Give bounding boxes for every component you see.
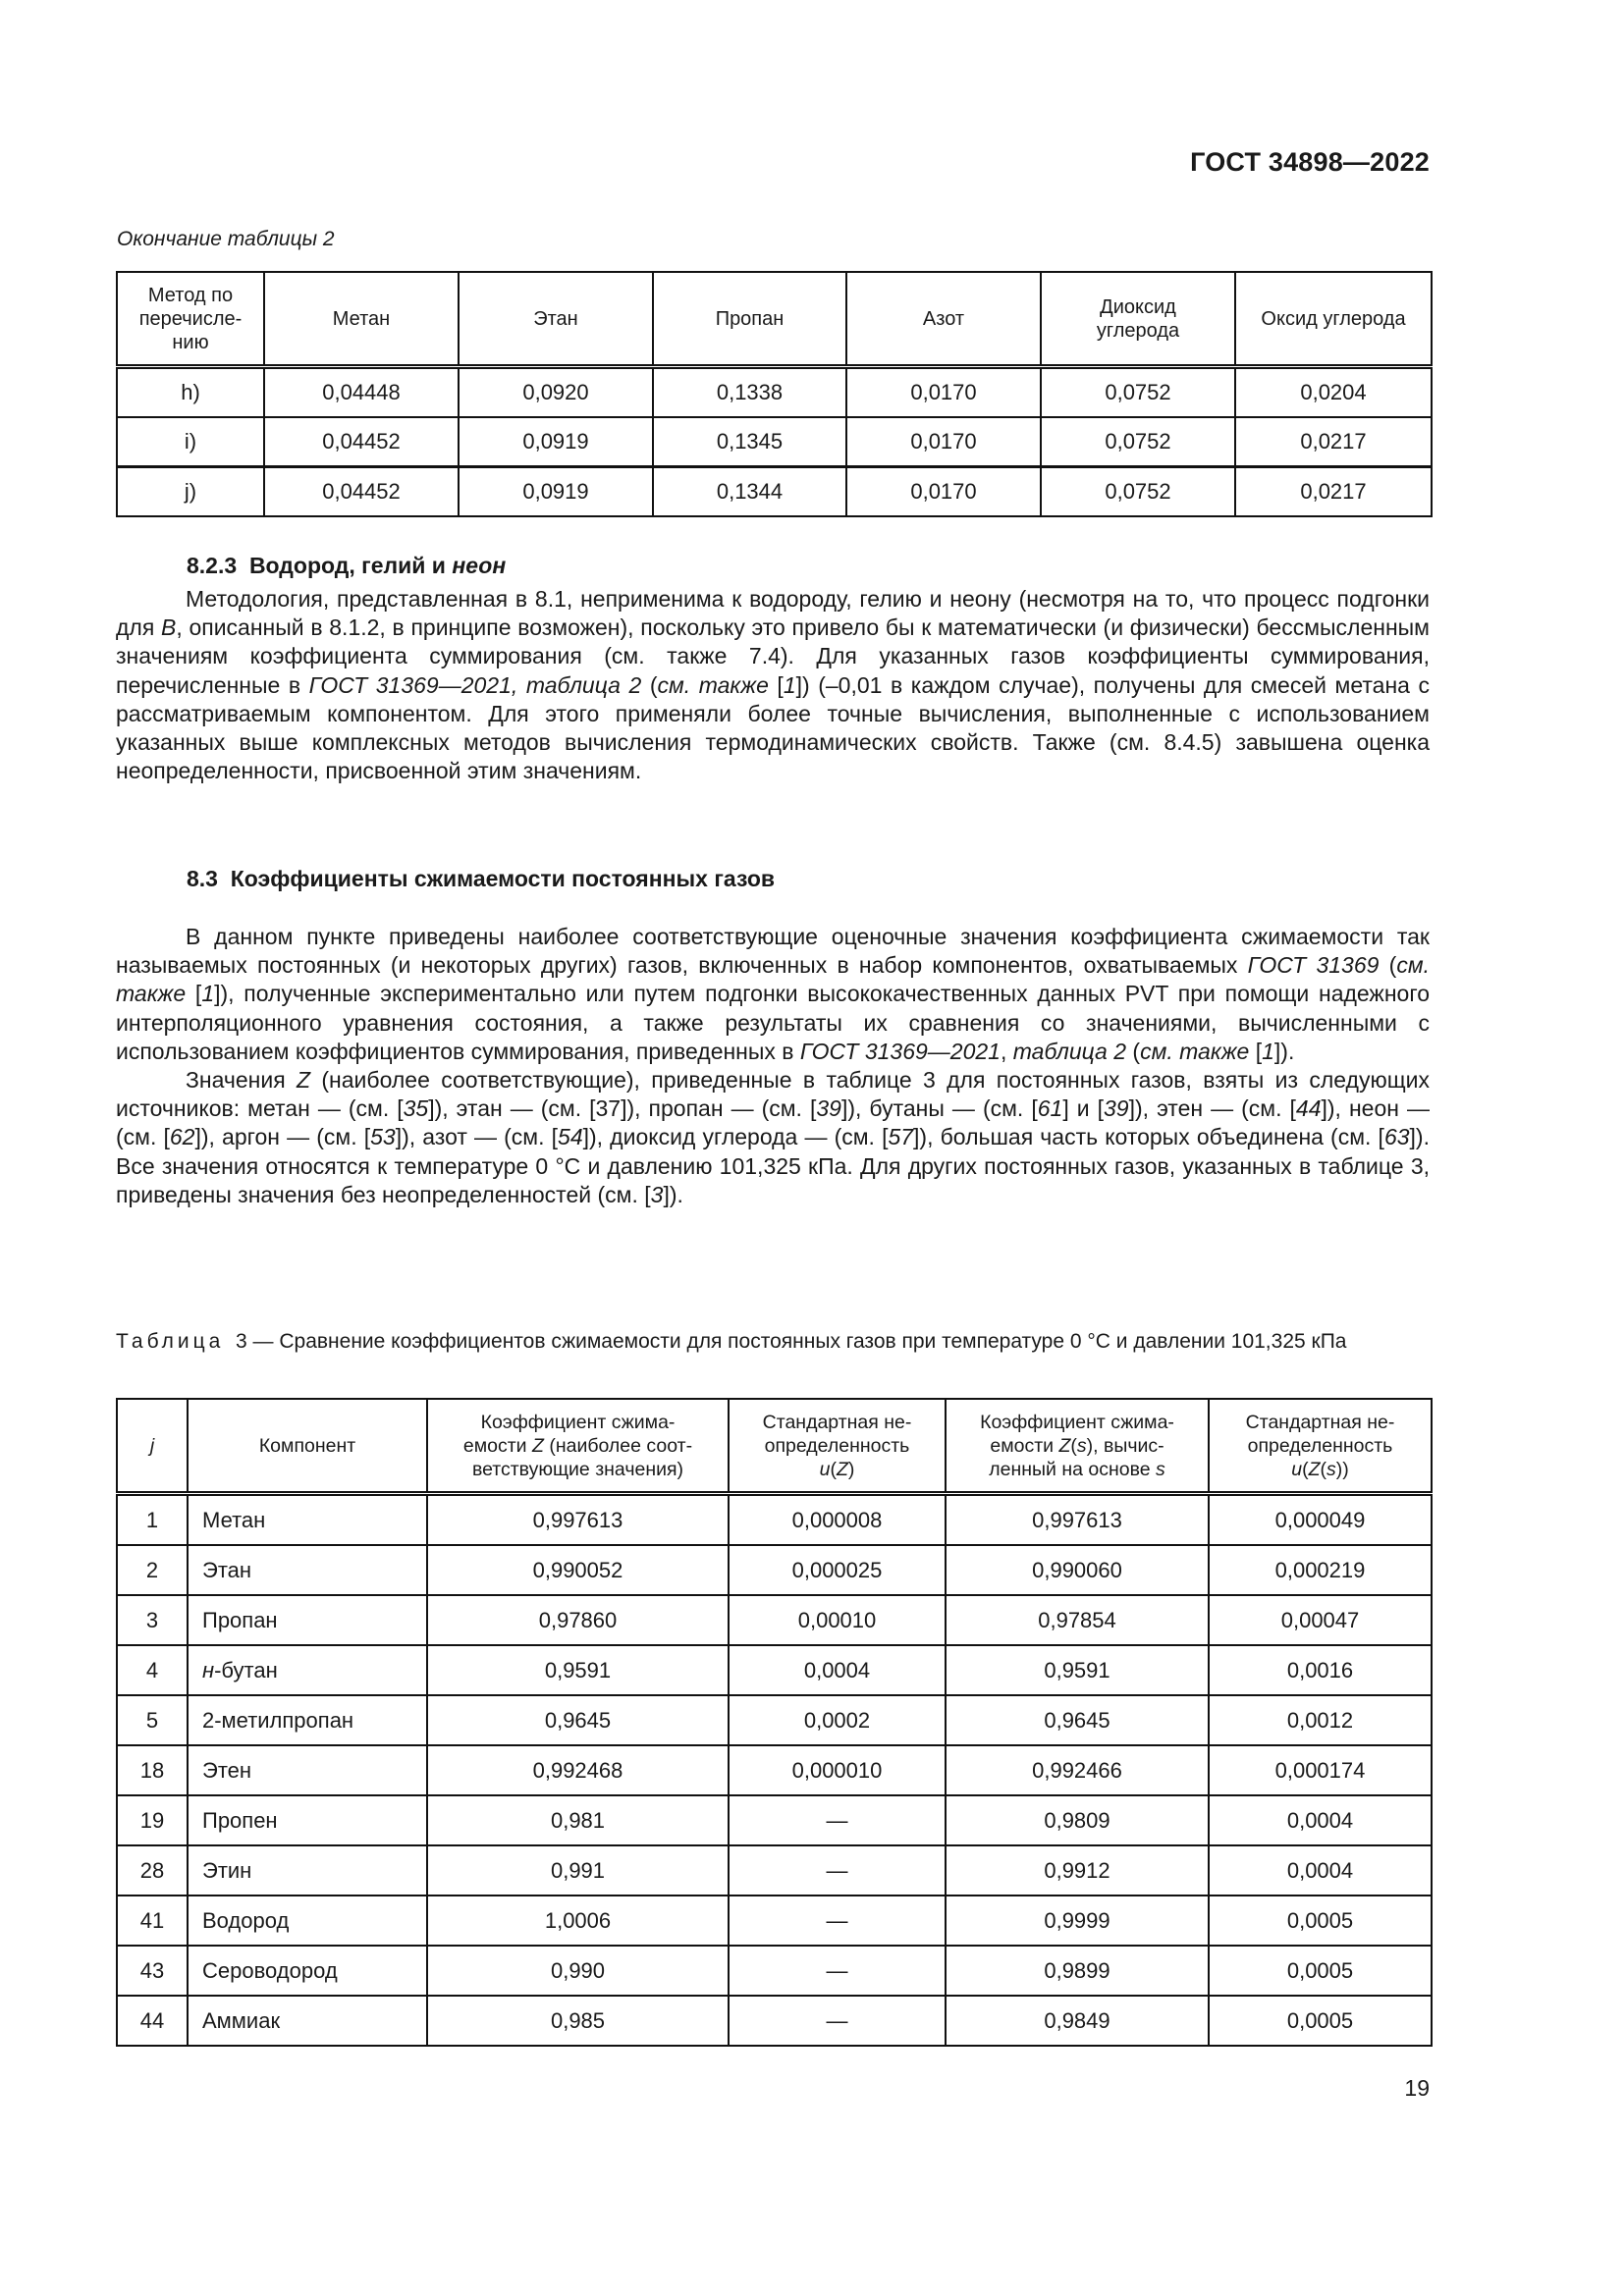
- table3-col-j: j: [117, 1399, 188, 1494]
- table-cell: —: [729, 1946, 946, 1996]
- table-cell: 0,000174: [1209, 1745, 1432, 1795]
- table-cell: 0,0204: [1235, 367, 1432, 418]
- table-cell: 0,992466: [946, 1745, 1209, 1795]
- table-cell: —: [729, 1795, 946, 1845]
- table-cell: 0,997613: [427, 1494, 729, 1546]
- table-cell: 0,000025: [729, 1545, 946, 1595]
- table-cell: 0,0752: [1041, 417, 1235, 467]
- table-cell: 0,990060: [946, 1545, 1209, 1595]
- table3-col-uzs: Стандартная не- определенность u(Z(s)): [1209, 1399, 1432, 1494]
- table-cell: 0,990052: [427, 1545, 729, 1595]
- table2-col-co2: Диоксид углерода: [1041, 272, 1235, 367]
- table-row: [117, 1946, 1432, 1996]
- table-cell: Пропан: [188, 1595, 427, 1645]
- table-cell: 44: [117, 1996, 188, 2046]
- table-cell: 0,9999: [946, 1896, 1209, 1946]
- table-cell: 0,04452: [264, 467, 459, 517]
- table-cell: 0,0005: [1209, 1946, 1432, 1996]
- table3-header-row: [117, 1399, 1432, 1494]
- table-cell: 0,0752: [1041, 467, 1235, 517]
- table-cell: 0,000219: [1209, 1545, 1432, 1595]
- table-cell: 2-метилпропан: [188, 1695, 427, 1745]
- table-cell: 0,00047: [1209, 1595, 1432, 1645]
- table-cell: 0,0919: [459, 417, 653, 467]
- table-cell: h): [117, 367, 264, 418]
- table-cell: 0,04452: [264, 417, 459, 467]
- table2-col-nitrogen: Азот: [846, 272, 1041, 367]
- table-cell: 0,0004: [729, 1645, 946, 1695]
- table-cell: 0,0005: [1209, 1996, 1432, 2046]
- table-cell: Аммиак: [188, 1996, 427, 2046]
- table-cell: 0,992468: [427, 1745, 729, 1795]
- table-cell: i): [117, 417, 264, 467]
- table3-col-zs: Коэффициент сжима- емости Z(s), вычис- ленный на основе s: [946, 1399, 1209, 1494]
- table-cell: 0,991: [427, 1845, 729, 1896]
- table-cell: 0,997613: [946, 1494, 1209, 1546]
- table-row: [117, 1695, 1432, 1745]
- table-cell: —: [729, 1996, 946, 2046]
- paragraph: Значения Z (наиболее соответствующие), приведенные в таблице 3 для постоянных газов, взяты из следующих источников: метан — (см. [35]), этан — (см. [37]), пропан — (см. [39]), бутаны — (см. [61] и [39]), этен — (см. [44]), неон — (см. [62]), аргон — (см. [53]), азот — (см. [54]), диоксид углерода — (см. [57]), большая часть которых объединена (см. [63]). Все значения относятся к температуре 0 °С и давлению 101,325 кПа. Для других постоянных газов, указанных в таблице 3, приведены значения без неопределенностей (см. [3]).: [116, 1067, 1430, 1207]
- table2-col-propane: Пропан: [653, 272, 846, 367]
- table-cell: 0,0012: [1209, 1695, 1432, 1745]
- table-row: [117, 1645, 1432, 1695]
- section-8-3-heading: 8.3 Коэффициенты сжимаемости постоянных газов: [187, 866, 776, 891]
- table-cell: 0,0752: [1041, 367, 1235, 418]
- table-cell: Сероводород: [188, 1946, 427, 1996]
- table-cell: 1: [117, 1494, 188, 1546]
- table-cell: Этин: [188, 1845, 427, 1896]
- table-cell: 0,97860: [427, 1595, 729, 1645]
- table-2: [116, 271, 1433, 517]
- table-cell: 18: [117, 1745, 188, 1795]
- table-cell: 0,0005: [1209, 1896, 1432, 1946]
- table-row: [117, 1845, 1432, 1896]
- table-cell: 0,0004: [1209, 1845, 1432, 1896]
- table-cell: 0,9591: [946, 1645, 1209, 1695]
- table-cell: 4: [117, 1645, 188, 1695]
- table-cell: 5: [117, 1695, 188, 1745]
- table-cell: 0,9591: [427, 1645, 729, 1695]
- table-cell: 0,9912: [946, 1845, 1209, 1896]
- table-cell: 0,0170: [846, 367, 1041, 418]
- table-cell: 0,000010: [729, 1745, 946, 1795]
- section-8-2-3-body: [116, 585, 1430, 785]
- table-cell: 19: [117, 1795, 188, 1845]
- table-cell: 0,0920: [459, 367, 653, 418]
- table-cell: 0,0170: [846, 417, 1041, 467]
- table2-continuation-caption: Окончание таблицы 2: [117, 228, 335, 250]
- table-cell: 0,000049: [1209, 1494, 1432, 1546]
- table-cell: 0,04448: [264, 367, 459, 418]
- table-cell: —: [729, 1845, 946, 1896]
- table-cell: 43: [117, 1946, 188, 1996]
- section-8-2-3-heading: 8.2.3 Водород, гелий и неон: [187, 553, 507, 578]
- table-row: [117, 1595, 1432, 1645]
- table-cell: 0,9899: [946, 1946, 1209, 1996]
- page-number: 19: [1404, 2075, 1430, 2101]
- table-cell: 0,1344: [653, 467, 846, 517]
- table-cell: Метан: [188, 1494, 427, 1546]
- table-cell: 2: [117, 1545, 188, 1595]
- table3-col-uz: Стандартная не- определенность u(Z): [729, 1399, 946, 1494]
- table-cell: 0,000008: [729, 1494, 946, 1546]
- table-row: [117, 467, 1432, 517]
- table-cell: 0,985: [427, 1996, 729, 2046]
- table-cell: 3: [117, 1595, 188, 1645]
- table-cell: 0,1338: [653, 367, 846, 418]
- table2-col-method: Метод по перечисле- нию: [117, 272, 264, 367]
- table-cell: 0,0016: [1209, 1645, 1432, 1695]
- table-cell: 0,0170: [846, 467, 1041, 517]
- table-row: [117, 1545, 1432, 1595]
- table-row: [117, 1494, 1432, 1546]
- table-cell: н-бутан: [188, 1645, 427, 1695]
- table-cell: —: [729, 1896, 946, 1946]
- table2-col-methane: Метан: [264, 272, 459, 367]
- table-cell: 0,0004: [1209, 1795, 1432, 1845]
- table-cell: 28: [117, 1845, 188, 1896]
- table2-col-ethane: Этан: [459, 272, 653, 367]
- table-cell: Пропен: [188, 1795, 427, 1845]
- table-cell: Водород: [188, 1896, 427, 1946]
- table2-col-co: Оксид углерода: [1235, 272, 1432, 367]
- table-row: [117, 367, 1432, 418]
- table-cell: 0,9645: [427, 1695, 729, 1745]
- table3-col-component: Компонент: [188, 1399, 427, 1494]
- table-row: [117, 1795, 1432, 1845]
- table-cell: 0,981: [427, 1795, 729, 1845]
- table-row: [117, 417, 1432, 467]
- table-3: [116, 1398, 1433, 2047]
- section-8-3-body: [116, 923, 1430, 1209]
- paragraph: В данном пункте приведены наиболее соответствующие оценочные значения коэффициента сжимаемости так называемых постоянных (и некоторых других) газов, включенных в набор компонентов, охватываемых ГОСТ 31369 (см. также [1]), полученные экспериментально или путем подгонки высококачественных данных PVT при помощи надежного интерполяционного уравнения состояния, а также результаты их сравнения со значениями, вычисленными с использованием коэффициентов суммирования, приведенных в ГОСТ 31369—2021, таблица 2 (см. также [1]).: [116, 924, 1430, 1064]
- table-cell: 0,9809: [946, 1795, 1209, 1845]
- document-id-header: ГОСТ 34898—2022: [1190, 147, 1430, 177]
- table-cell: 0,00010: [729, 1595, 946, 1645]
- table-cell: Этен: [188, 1745, 427, 1795]
- table2-header-row: [117, 272, 1432, 367]
- table-cell: 0,97854: [946, 1595, 1209, 1645]
- table-cell: j): [117, 467, 264, 517]
- table3-caption: Таблица 3 — Сравнение коэффициентов сжимаемости для постоянных газов при температуре 0 °С и давлении 101,325 кПа: [116, 1330, 1347, 1353]
- table3-col-z: Коэффициент сжима- емости Z (наиболее соот- ветствующие значения): [427, 1399, 729, 1494]
- table-cell: 0,0217: [1235, 467, 1432, 517]
- table-cell: 41: [117, 1896, 188, 1946]
- table-row: [117, 1745, 1432, 1795]
- table-cell: 1,0006: [427, 1896, 729, 1946]
- table-row: [117, 1896, 1432, 1946]
- table-cell: 0,990: [427, 1946, 729, 1996]
- table-cell: Этан: [188, 1545, 427, 1595]
- table-cell: 0,0919: [459, 467, 653, 517]
- table-cell: 0,9849: [946, 1996, 1209, 2046]
- table-row: [117, 1996, 1432, 2046]
- table-cell: 0,1345: [653, 417, 846, 467]
- table-cell: 0,0217: [1235, 417, 1432, 467]
- table-cell: 0,0002: [729, 1695, 946, 1745]
- paragraph: Методология, представленная в 8.1, неприменима к водороду, гелию и неону (несмотря на то, что процесс подгонки для B, описанный в 8.1.2, в принципе возможен), поскольку это привело бы к математически (и физически) бессмысленным значениям коэффициента суммирования (см. также 7.4). Для указанных газов коэффициенты суммирования, перечисленные в ГОСТ 31369—2021, таблица 2 (см. также [1]) (–0,01 в каждом случае), получены для смесей метана с рассматриваемым компонентом. Для этого применяли более точные вычисления, выполненные с использованием указанных выше комплексных методов вычисления термодинамических свойств. Также (см. 8.4.5) завышена оценка неопределенности, присвоенной этим значениям.: [116, 586, 1430, 784]
- table-cell: 0,9645: [946, 1695, 1209, 1745]
